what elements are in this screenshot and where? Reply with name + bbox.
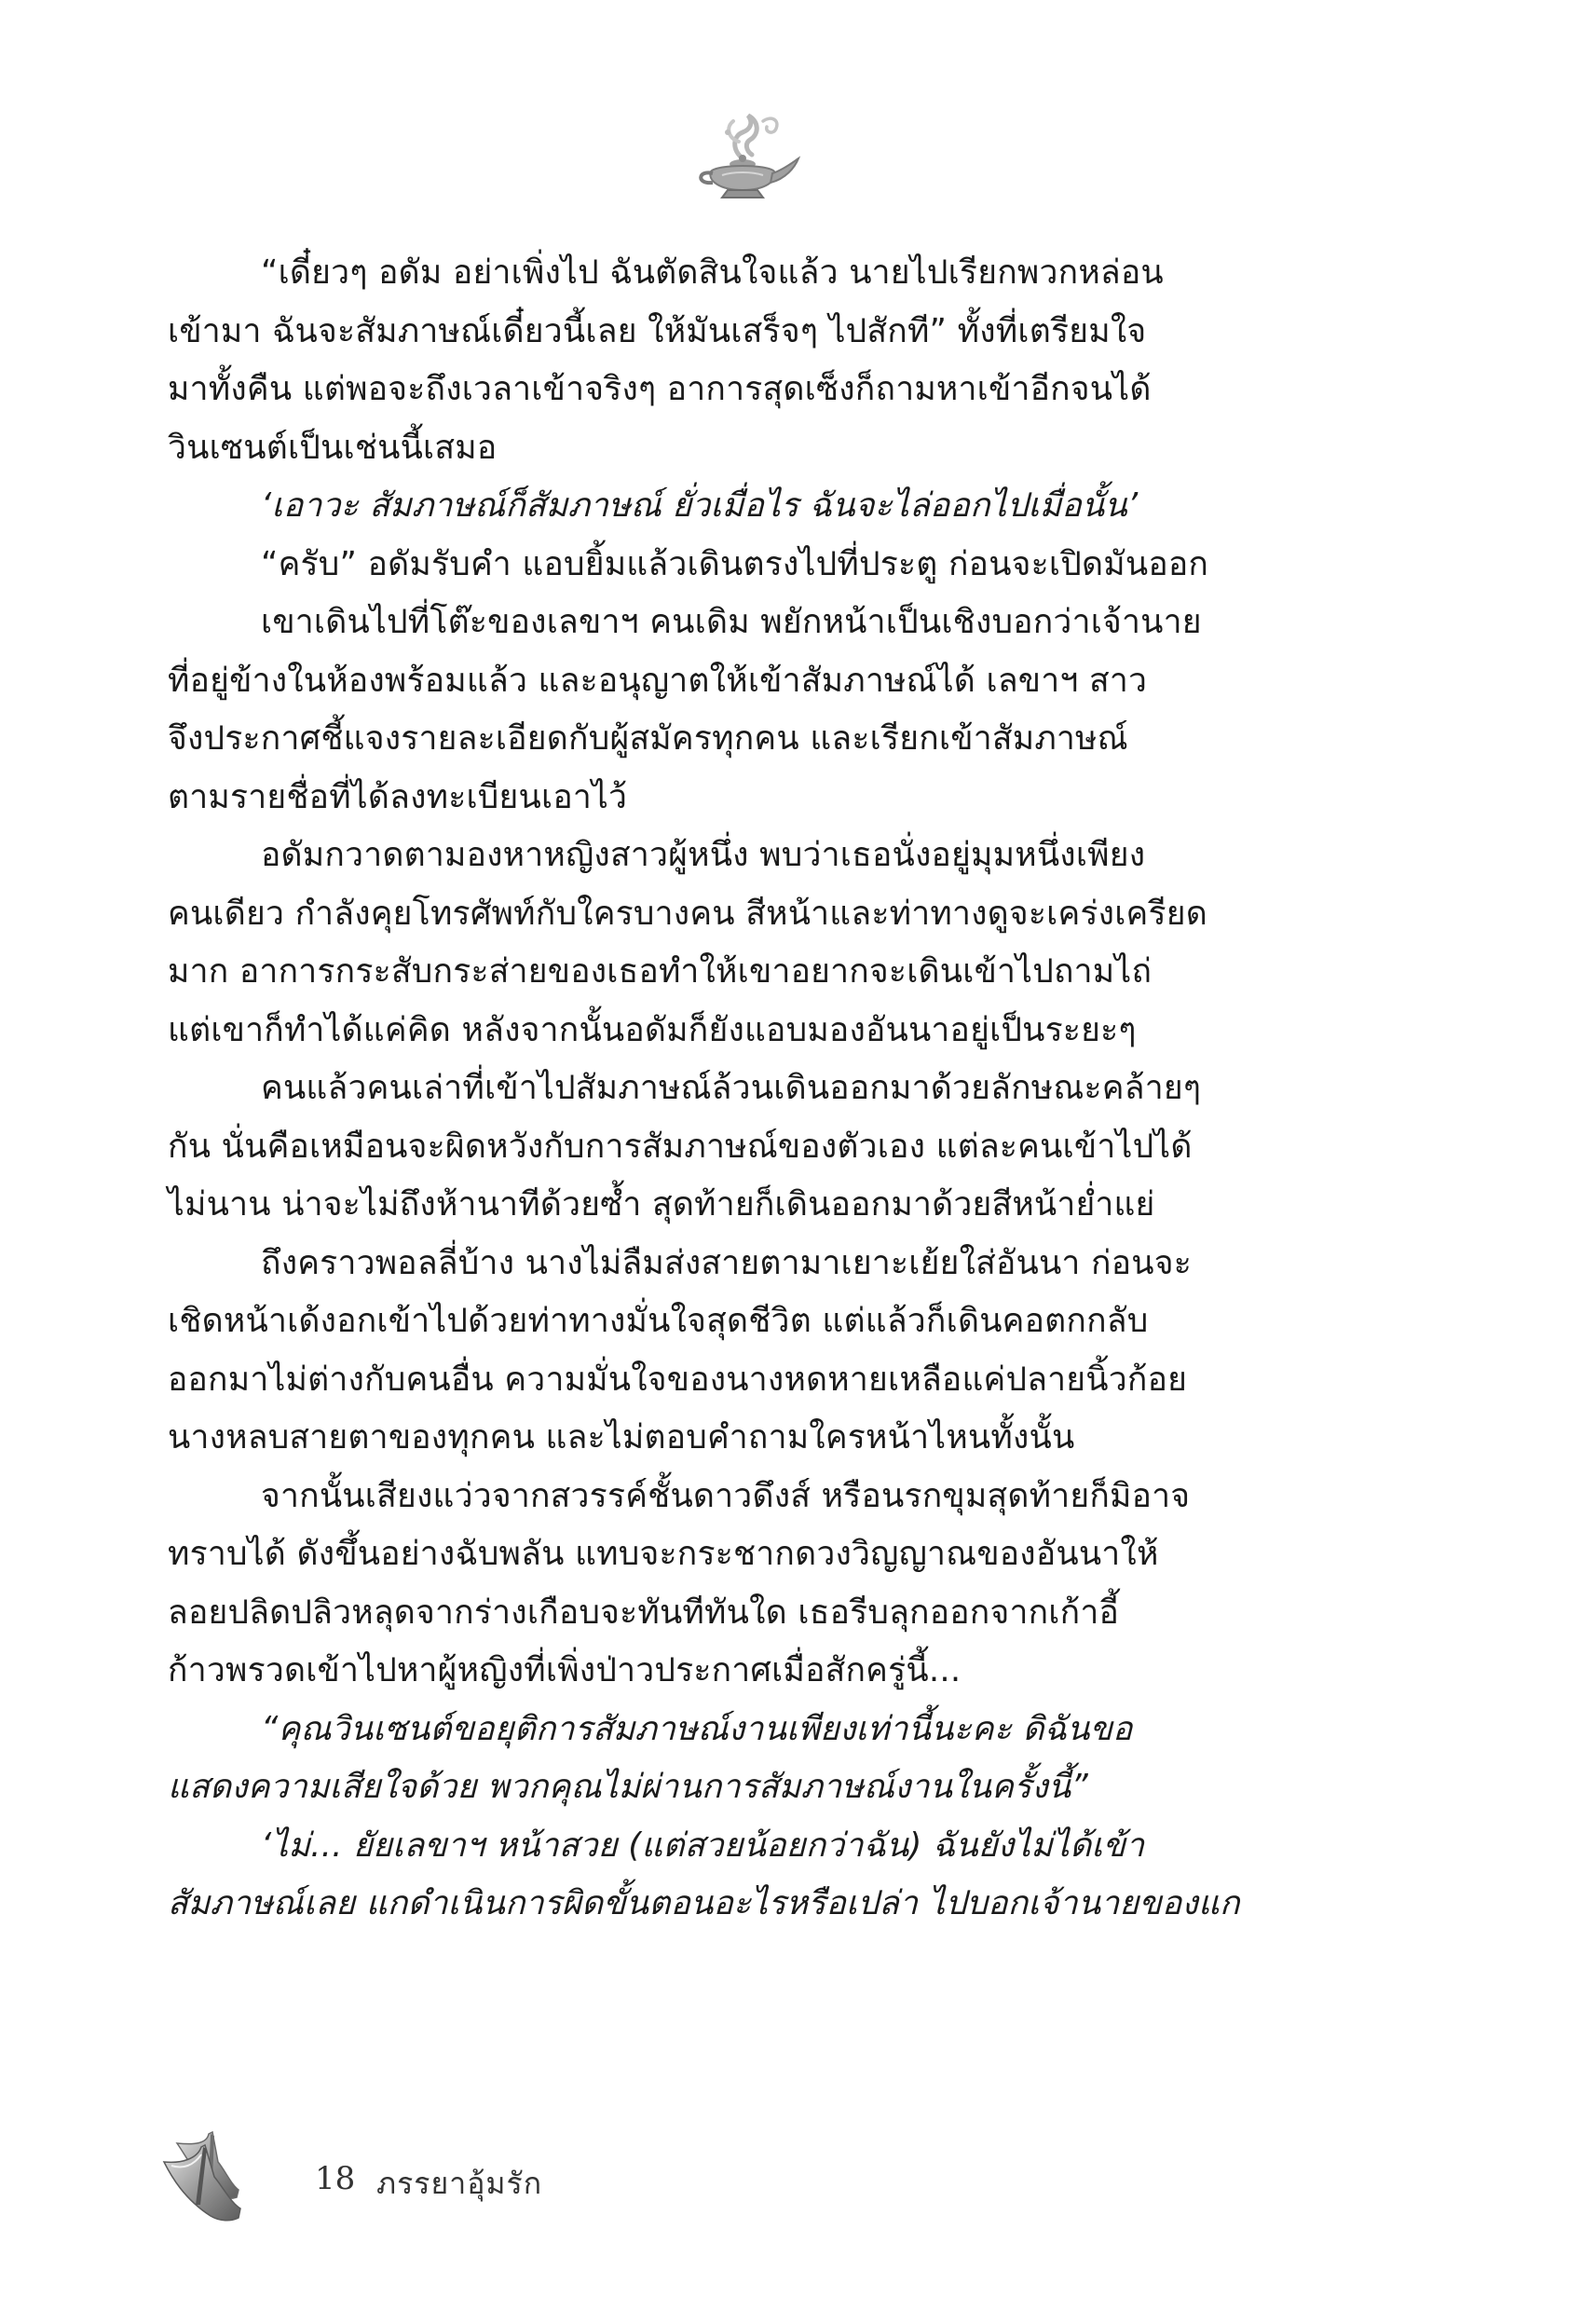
text-line: เชิดหน้าเด้งอกเข้าไปด้วยท่าทางมั่นใจสุดชีวิต แต่แล้วก็เดินคอตกกลับ xyxy=(168,1302,1149,1340)
text-line: ก้าวพรวดเข้าไปหาผู้หญิงที่เพิ่งป่าวประกาศเมื่อสักครู่นี้... xyxy=(168,1651,962,1689)
text-line: แต่เขาก็ทำได้แค่คิด หลังจากนั้นอดัมก็ยังแอบมองอันนาอยู่เป็นระยะๆ xyxy=(168,1010,1137,1049)
text-line: ‘เอาวะ สัมภาษณ์ก็สัมภาษณ์ ยั่วเมื่อไร ฉันจะไล่ออกไปเมื่อนั้น’ xyxy=(261,486,1139,525)
text-line: มาก อาการกระสับกระส่ายของเธอทำให้เขาอยากจะเดินเข้าไปถามไถ่ xyxy=(168,952,1153,991)
text-line: จากนั้นเสียงแว่วจากสวรรค์ชั้นดาวดึงส์ หรือนรกขุมสุดท้ายก็มิอาจ xyxy=(261,1476,1191,1515)
text-line: ลอยปลิดปลิวหลุดจากร่างเกือบจะทันทีทันใด เธอรีบลุกออกจากเก้าอี้ xyxy=(168,1593,1119,1632)
text-line: มาทั้งคืน แต่พอจะถึงเวลาเข้าจริงๆ อาการสุดเซ็งก็ถามหาเข้าอีกจนได้ xyxy=(168,370,1152,408)
book-title: ภรรยาอุ้มรัก xyxy=(376,2166,543,2201)
text-line: นางหลบสายตาของทุกคน และไม่ตอบคำถามใครหน้าไหนทั้งนั้น xyxy=(168,1418,1075,1456)
text-line: คนแล้วคนเล่าที่เข้าไปสัมภาษณ์ล้วนเดินออกมาด้วยลักษณะคล้ายๆ xyxy=(261,1069,1202,1107)
text-line: ตามรายชื่อที่ได้ลงทะเบียนเอาไว้ xyxy=(168,777,628,816)
text-line: ออกมาไม่ต่างกับคนอื่น ความมั่นใจของนางหดหายเหลือแค่ปลายนิ้วก้อย xyxy=(168,1360,1188,1399)
text-line: อดัมกวาดตามองหาหญิงสาวผู้หนึ่ง พบว่าเธอนั่งอยู่มุมหนึ่งเพียง xyxy=(261,836,1146,874)
text-line: ‘ไม่... ยัยเลขาฯ หน้าสวย (แต่สวยน้อยกว่าฉัน) ฉันยังไม่ได้เข้า xyxy=(261,1826,1145,1865)
text-line: เขาเดินไปที่โต๊ะของเลขาฯ คนเดิม พยักหน้าเป็นเชิงบอกว่าเจ้านาย xyxy=(261,603,1202,641)
text-line: “เดี๋ยวๆ อดัม อย่าเพิ่งไป ฉันตัดสินใจแล้ว นายไปเรียกพวกหล่อน xyxy=(261,253,1164,292)
text-line: ที่อยู่ข้างในห้องพร้อมแล้ว และอนุญาตให้เข้าสัมภาษณ์ได้ เลขาฯ สาว xyxy=(168,661,1148,700)
text-line: ทราบได้ ดังขึ้นอย่างฉับพลัน แทบจะกระชากดวงวิญญาณของอันนาให้ xyxy=(168,1535,1159,1573)
text-line: “ครับ” อดัมรับคำ แอบยิ้มแล้วเดินตรงไปที่ประตู ก่อนจะเปิดมันออก xyxy=(261,544,1209,583)
text-line: “คุณวินเซนต์ขอยุติการสัมภาษณ์งานเพียงเท่านี้นะคะ ดิฉันขอ xyxy=(261,1709,1133,1748)
text-line: แสดงความเสียใจด้วย พวกคุณไม่ผ่านการสัมภาษณ์งานในครั้งนี้” xyxy=(168,1768,1088,1806)
high-heel-shoe-icon xyxy=(158,2125,280,2227)
text-line: คนเดียว กำลังคุยโทรศัพท์กับใครบางคน สีหน้าและท่าทางดูจะเคร่งเครียด xyxy=(168,894,1208,933)
text-line: จึงประกาศชี้แจงรายละเอียดกับผู้สมัครทุกคน และเรียกเข้าสัมภาษณ์ xyxy=(168,719,1128,758)
text-line: กัน นั่นคือเหมือนจะผิดหวังกับการสัมภาษณ์ของตัวเอง แต่ละคนเข้าไปได้ xyxy=(168,1127,1193,1166)
text-line: วินเซนต์เป็นเช่นนี้เสมอ xyxy=(168,428,498,467)
story-text xyxy=(168,244,1351,1934)
magic-lamp-icon xyxy=(685,104,806,207)
text-line: ไม่นาน น่าจะไม่ถึงห้านาทีด้วยซ้ำ สุดท้ายก็เดินออกมาด้วยสีหน้าย่ำแย่ xyxy=(168,1185,1155,1224)
page-footer xyxy=(158,2125,811,2227)
text-line: ถึงคราวพอลลี่บ้าง นางไม่ลืมส่งสายตามาเยาะเย้ยใส่อันนา ก่อนจะ xyxy=(261,1243,1192,1282)
text-line: เข้ามา ฉันจะสัมภาษณ์เดี๋ยวนี้เลย ให้มันเสร็จๆ ไปสักที” ทั้งที่เตรียมใจ xyxy=(168,311,1147,350)
page-number: 18 xyxy=(315,2160,356,2197)
text-line: สัมภาษณ์เลย แกดำเนินการผิดขั้นตอนอะไรหรือเปล่า ไปบอกเจ้านายของแก xyxy=(168,1884,1240,1922)
